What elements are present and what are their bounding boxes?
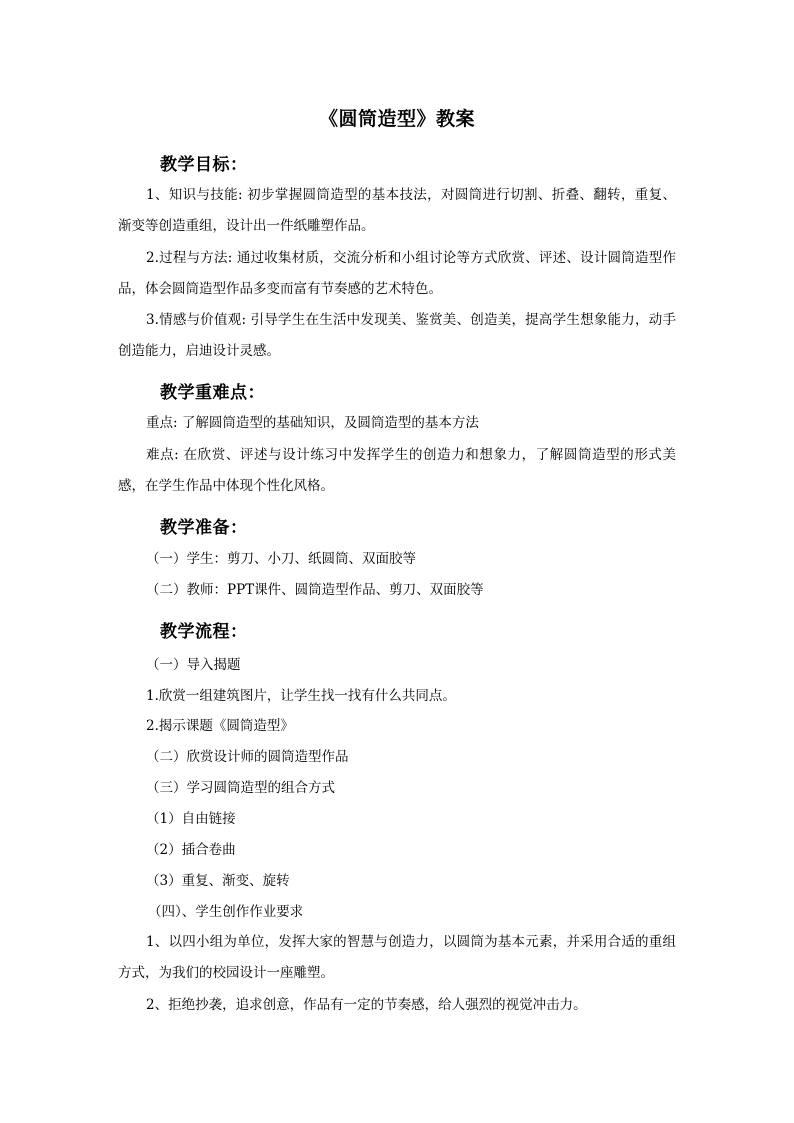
- process-line: （2）插合卷曲: [146, 842, 236, 858]
- process-line: （二）欣赏设计师的圆筒造型作品: [146, 749, 349, 765]
- process-line: 1.欣赏一组建筑图片，让学生找一找有什么共同点。: [146, 688, 456, 704]
- process-line: 2.揭示课题《圆筒造型》: [146, 718, 294, 734]
- key-point-focus: 重点: 了解圆筒造型的基础知识，及圆筒造型的基本方法: [146, 415, 479, 431]
- preparation-item-teacher: （二）教师：PPT课件、圆筒造型作品、剪刀、双面胶等: [146, 582, 484, 598]
- key-point-difficulty: 难点: 在欣赏、评述与设计练习中发挥学生的创造力和想象力，了解圆筒造型的形式美感，在学生作品中体现个性化风格。: [118, 447, 676, 494]
- goal-paragraph-2: 2.过程与方法: 通过收集材质，交流分析和小组讨论等方式欣赏、评述、设计圆筒造型作品，体会圆筒造型作品多变而富有节奏感的艺术特色。: [118, 250, 676, 297]
- process-line: （三）学习圆筒造型的组合方式: [146, 780, 335, 796]
- process-line: （一）导入揭题: [146, 657, 241, 673]
- process-line: （3）重复、渐变、旋转: [146, 873, 290, 889]
- requirement-paragraph-1: 1、以四小组为单位，发挥大家的智慧与创造力，以圆筒为基本元素，并采用合适的重组方式，为我们的校园设计一座雕塑。: [118, 934, 676, 981]
- document-title: 《圆筒造型》教案: [318, 108, 475, 130]
- preparation-item-students: （一）学生：剪刀、小刀、纸圆筒、双面胶等: [146, 551, 416, 567]
- section-heading-goals: 教学目标：: [160, 155, 248, 175]
- process-line: （四）、学生创作作业要求: [148, 904, 304, 920]
- goal-paragraph-3: 3.情感与价值观: 引导学生在生活中发现美、鉴赏美、创造美，提高学生想象能力，动手创造能力，启迪设计灵感。: [118, 312, 676, 359]
- goal-paragraph-1: 1、知识与技能: 初步掌握圆筒造型的基本技法，对圆筒进行切割、折叠、翻转，重复、渐变等创造重组，设计出一件纸雕塑作品。: [118, 187, 676, 234]
- section-heading-process: 教学流程：: [160, 622, 248, 642]
- section-heading-preparation: 教学准备：: [160, 518, 248, 538]
- section-heading-key-points: 教学重难点：: [160, 383, 265, 403]
- requirement-paragraph-2: 2、拒绝抄袭，追求创意，作品有一定的节奏感，给人强烈的视觉冲击力。: [146, 997, 587, 1013]
- process-line: （1）自由链接: [146, 811, 236, 827]
